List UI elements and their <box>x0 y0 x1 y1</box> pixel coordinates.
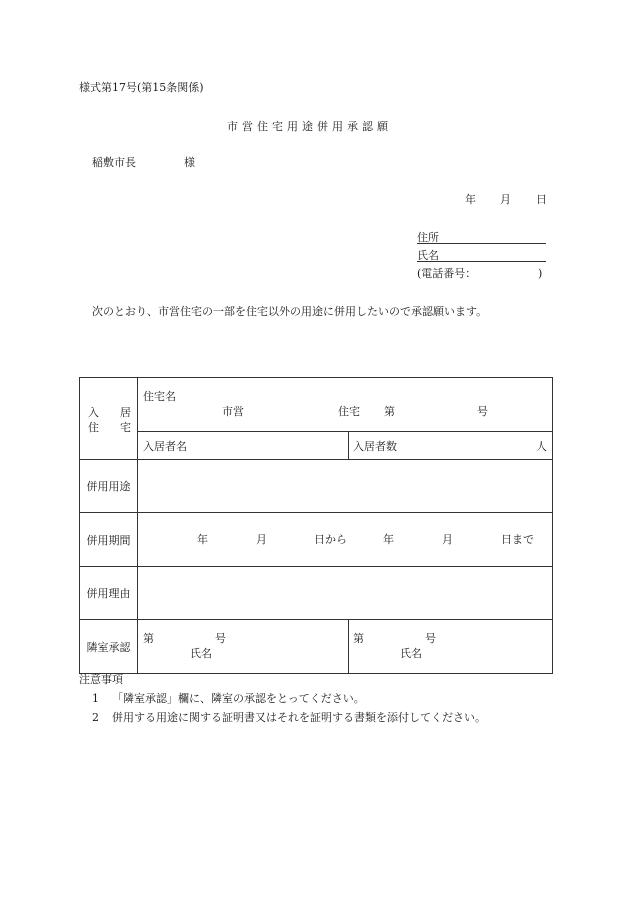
neighbor-left-number-suffix: 号 <box>215 632 226 645</box>
notes-item-2-num: 2 <box>92 711 99 724</box>
date-year-label: 年 <box>465 193 476 206</box>
resident-label-cell <box>80 378 138 460</box>
applicant-name-label: 氏名 <box>417 249 439 262</box>
applicant-address-line[interactable] <box>417 243 546 244</box>
addressee-name: 稲敷市長 <box>92 156 136 169</box>
resident-label-char: 入 <box>88 405 99 419</box>
reason-label: 併用理由 <box>86 587 131 600</box>
period-input-cell[interactable] <box>138 513 553 567</box>
period-month-start: 月 <box>256 533 267 546</box>
neighbor-right-cell[interactable] <box>349 620 553 674</box>
period-month-end: 月 <box>442 533 453 546</box>
city-label: 市営 <box>222 405 244 418</box>
neighbor-left-name-label: 氏名 <box>190 647 212 660</box>
resident-count-label: 入居者数 <box>353 440 397 453</box>
reason-input-cell[interactable] <box>138 567 553 620</box>
notes-heading: 注意事項 <box>79 673 123 686</box>
body-text: 次のとおり、市営住宅の一部を住宅以外の用途に併用したいので承認願います。 <box>92 305 488 318</box>
applicant-address-label: 住所 <box>417 231 439 244</box>
resident-name-label: 入居者名 <box>143 440 187 453</box>
period-day-from: 日から <box>314 533 347 546</box>
form-number: 様式第17号(第15条関係) <box>79 81 204 94</box>
housing-name-label: 住宅名 <box>143 390 176 403</box>
neighbor-right-number-suffix: 号 <box>425 632 436 645</box>
resident-label-char: 宅 <box>120 420 131 434</box>
notes-item-1-text: 「隣室承認」欄に、隣室の承認をとってください。 <box>112 692 365 705</box>
period-year-end: 年 <box>383 533 394 546</box>
page-title: 市営住宅用途併用承認願 <box>227 120 392 133</box>
resident-label-char: 住 <box>88 420 99 434</box>
housing-name-cell[interactable] <box>138 378 553 432</box>
period-label: 併用期間 <box>86 533 131 547</box>
neighbor-left-number-prefix: 第 <box>143 632 154 645</box>
resident-name-cell[interactable] <box>138 432 349 460</box>
period-day-to: 日まで <box>501 533 534 546</box>
neighbor-left-cell[interactable] <box>138 620 349 674</box>
usage-label-cell <box>80 460 138 513</box>
applicant-phone-label: (電話番号： <box>417 267 477 280</box>
notes-item-1-num: 1 <box>92 692 99 705</box>
neighbor-label: 隣室承認 <box>86 640 131 654</box>
date-day-label: 日 <box>536 193 547 206</box>
date-month-label: 月 <box>500 193 511 206</box>
resident-count-cell[interactable] <box>349 432 553 460</box>
addressee-honorific: 様 <box>184 156 195 169</box>
notes-item-2-text: 併用する用途に関する証明書又はそれを証明する書類を添付してください。 <box>112 711 486 724</box>
usage-input-cell[interactable] <box>138 460 553 513</box>
usage-label: 併用用途 <box>86 480 131 493</box>
applicant-phone-close: ) <box>538 267 543 280</box>
neighbor-right-number-prefix: 第 <box>353 632 364 645</box>
application-form-table <box>79 377 553 674</box>
housing-number-suffix: 号 <box>477 405 488 418</box>
resident-count-unit: 人 <box>536 440 547 453</box>
neighbor-label-cell <box>80 620 138 674</box>
neighbor-right-name-label: 氏名 <box>400 647 422 660</box>
period-label-cell <box>80 513 138 567</box>
housing-number-prefix: 第 <box>384 405 395 418</box>
reason-label-cell <box>80 567 138 620</box>
applicant-name-line[interactable] <box>417 261 546 262</box>
house-label: 住宅 <box>338 405 360 418</box>
period-year-start: 年 <box>197 533 208 546</box>
resident-label-char: 居 <box>120 405 131 419</box>
